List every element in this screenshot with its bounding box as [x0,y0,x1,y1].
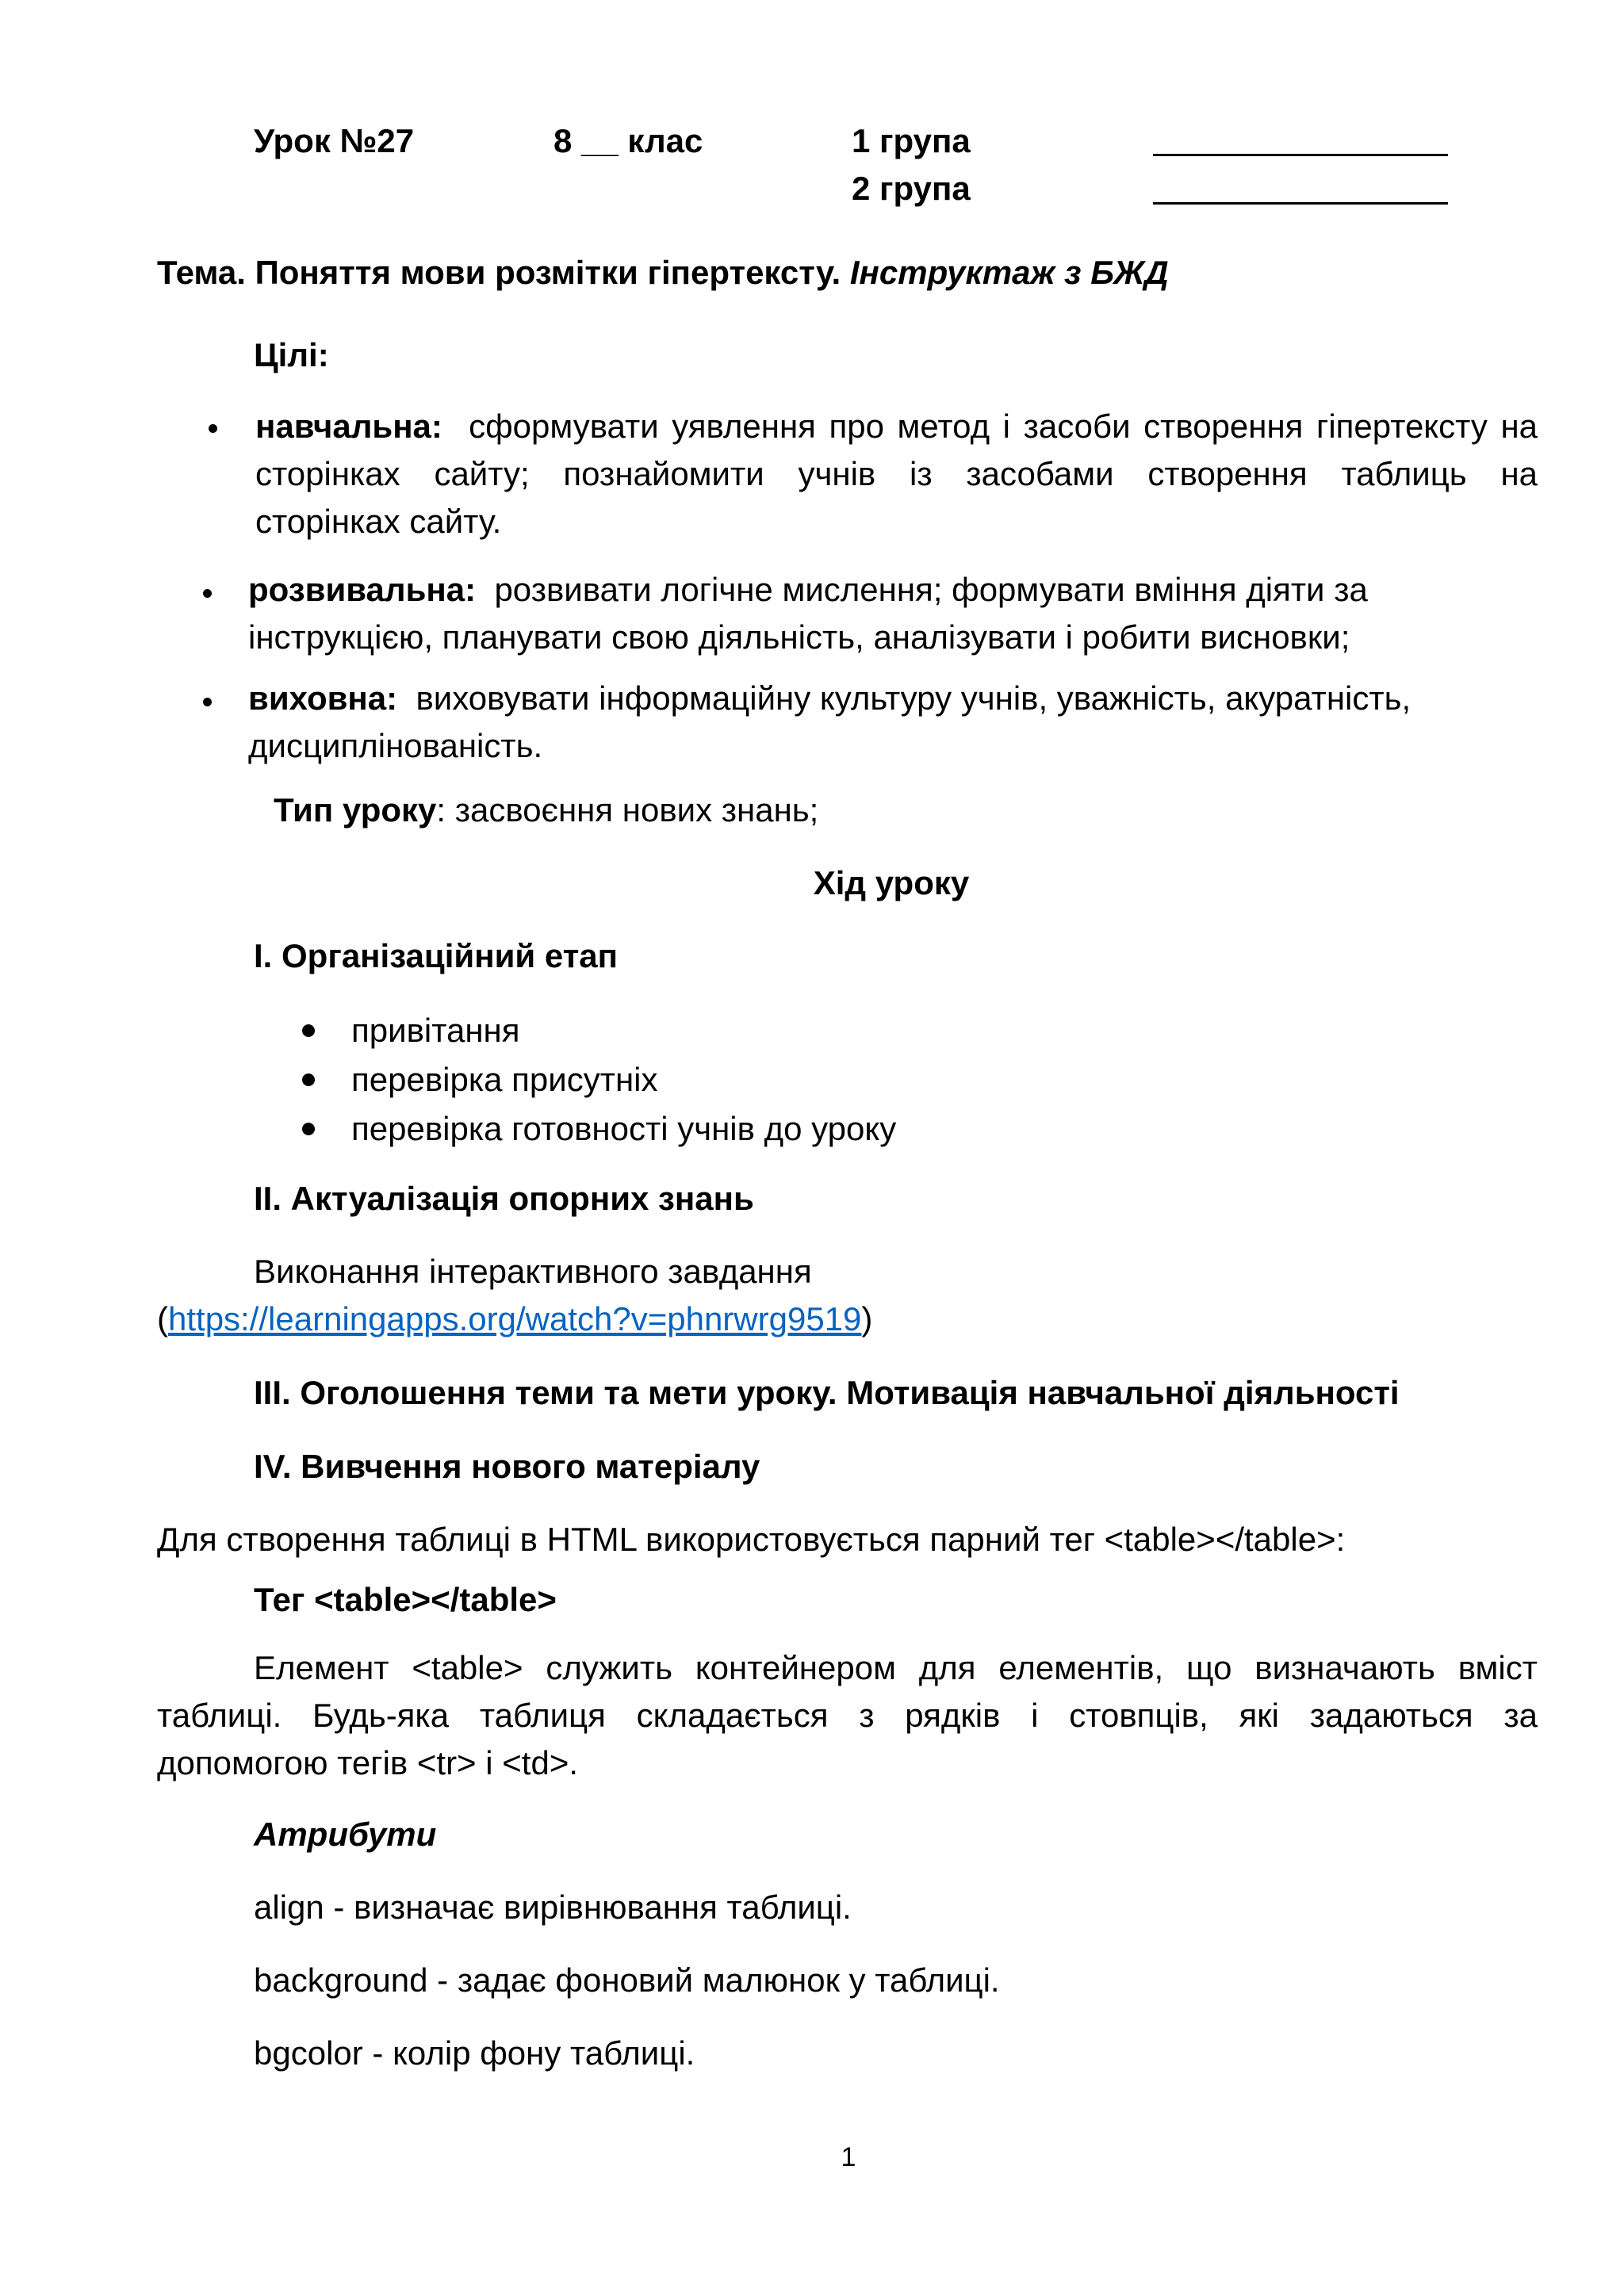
topic-italic: Інструктаж з БЖД [849,254,1169,291]
stage2-title: II. Актуалізація опорних знань [254,1180,754,1217]
goal-educational [255,403,1538,545]
stage4-intro: Для створення таблиці в HTML використовується парний тег <table></table>: [157,1521,1346,1558]
stage1-title: I. Організаційний етап [254,937,618,974]
goal-developmental-line1: розвивальна: розвивати логічне мислення; формувати вміння діяти за [248,571,1368,608]
tag-title: Тег <table></table> [254,1581,557,1618]
learningapps-link[interactable]: https://learningapps.org/watch?v=phnrwrg9519 [168,1300,862,1337]
stage2-text: Виконання інтерактивного завдання [254,1253,812,1290]
table-paragraph [157,1644,1538,1787]
stage1-item: привітання [351,1012,520,1049]
goal-educational-line2: сторінках сайту; познайомити учнів із засобами створення таблиць на [255,455,1538,492]
attribute-item: bgcolor - колір фону таблиці. [254,2034,695,2072]
attribute-item: background - задає фоновий малюнок у таблиці. [254,1961,1000,1999]
goal-developmental-line2: інструкцією, планувати свою діяльність, аналізувати і робити висновки; [248,618,1350,656]
goals-title: Цілі: [254,336,329,373]
attribute-item: align - визначає вирівнювання таблиці. [254,1888,852,1926]
attributes-title: Атрибути [254,1816,437,1853]
group1-label: 1 група [852,122,971,159]
bullet-icon [302,1073,315,1086]
goal-educational-line1: навчальна: сформувати уявлення про метод і засоби створення гіпертексту на [255,408,1538,445]
stage1-item: перевірка готовності учнів до уроку [351,1110,897,1147]
lesson-number: Урок №27 [254,122,415,159]
stage4-title: IV. Вивчення нового матеріалу [254,1448,760,1485]
group2-label: 2 група [852,170,971,207]
table-paragraph-line2: таблиці. Будь-яка таблиця складається з рядків і стовпців, які задаються за [157,1697,1538,1734]
bullet-icon [203,589,212,598]
lesson-type-text: : засвоєння нових знань; [436,791,819,828]
course-title: Хід уроку [813,864,970,901]
topic-line [157,249,1169,297]
stage1-item: перевірка присутніх [351,1061,658,1098]
goal-developmental [248,566,1368,661]
group2-signature-line [1153,202,1448,205]
goal-upbringing-line1: виховна: виховувати інформаційну культуру учнів, уважність, акуратність, [248,679,1411,717]
goal-educational-line3: сторінках сайту. [255,503,502,540]
group1-signature-line [1153,154,1448,156]
bullet-icon [302,1123,315,1135]
table-paragraph-line1: Елемент <table> служить контейнером для елементів, що визначають вміст [254,1649,1538,1686]
lesson-type-label: Тип уроку [274,791,437,828]
goal-upbringing-line2: дисциплінованість. [248,727,543,764]
stage2-link-line: (https://learningapps.org/watch?v=phnrwrg9519) [157,1300,873,1337]
topic-text: Поняття мови розмітки гіпертексту. [255,254,841,291]
class-label: 8 __ клас [553,122,703,159]
bullet-icon [302,1024,315,1037]
table-paragraph-line3: допомогою тегів <tr> і <td>. [157,1744,579,1781]
bullet-icon [203,698,212,706]
lesson-type [274,786,818,834]
goal-upbringing [248,675,1411,770]
stage3-title: III. Оголошення теми та мети уроку. Мотивація навчальної діяльності [254,1374,1400,1411]
page-number: 1 [841,2142,856,2172]
topic-label: Тема. [157,254,246,291]
bullet-icon [209,424,217,433]
